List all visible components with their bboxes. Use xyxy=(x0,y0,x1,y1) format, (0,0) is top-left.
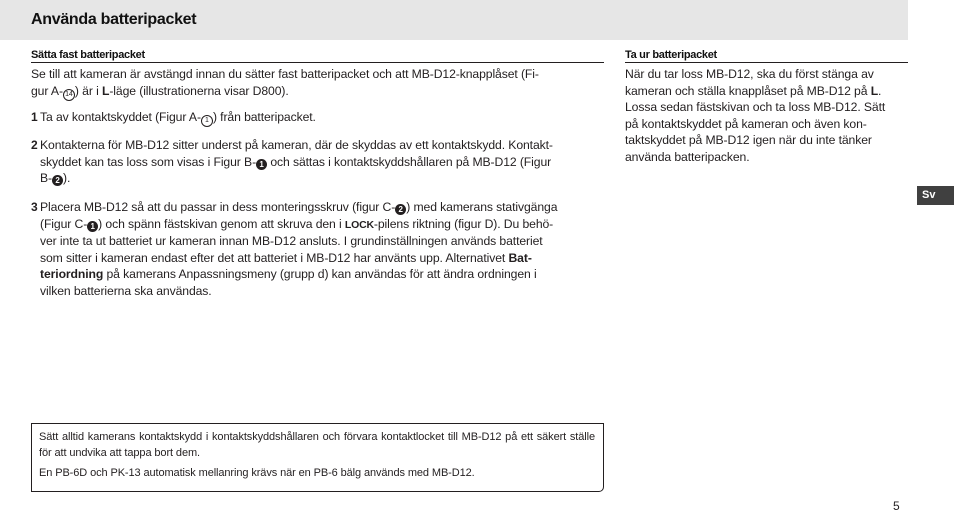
remove-paragraph: När du tar loss MB-D12, ska du först stänga av kameran och ställa knapplåset på MB-D12 på L. Lossa sedan fästskivan och ta loss MB-D12. Sätt på kontaktskyddet på kameran och även kon- taktskyddet på MB-D12 igen när du inte tänker använda batteripacken. xyxy=(625,67,886,164)
filled-number-icon: 1 xyxy=(87,221,98,232)
intro-line: gur A- 14 ) är i L-läge (illustrationerna visar D800). xyxy=(31,83,604,101)
intro-paragraph xyxy=(31,66,604,101)
intro-line: Se till att kameran är avstängd innan du sätter fast batteripacket och att MB-D12-knapplåset (Fi- xyxy=(31,67,539,81)
filled-number-icon: 1 xyxy=(256,159,267,170)
note-paragraph: Sätt alltid kamerans kontaktskydd i kontaktskyddshållaren och förvara kontaktlocket till MB-D12 på ett säkert ställe för att undvika att tappa bort dem. xyxy=(39,431,595,459)
section-title-attach: Sätta fast batteripacket xyxy=(31,49,604,63)
section-title-remove: Ta ur batteripacket xyxy=(625,49,908,63)
step-number: 3 xyxy=(31,200,38,214)
step-1: 1 Ta av kontaktskyddet (Figur A- 1 ) från batteripacket. xyxy=(31,109,604,127)
step-number: 2 xyxy=(31,138,38,152)
step-number: 1 xyxy=(31,110,38,124)
language-tab: Sv xyxy=(917,186,954,205)
page-number: 5 xyxy=(893,499,900,513)
circled-number-icon: 14 xyxy=(63,89,75,101)
lock-label: LOCK xyxy=(344,218,374,231)
filled-number-icon: 2 xyxy=(52,175,63,186)
page-title: Använda batteripacket xyxy=(31,11,197,28)
note-box xyxy=(31,423,604,492)
step-2: 2 Kontakterna för MB-D12 sitter underst på kameran, där de skyddas av ett kontaktskydd. Kontakt- skyddet kan tas loss som visas i Figur B- 1 och sättas i kontaktskyddshållaren på MB-D12 (Figur B- 2 ). xyxy=(31,138,553,186)
filled-number-icon: 2 xyxy=(395,204,406,215)
note-paragraph: En PB-6D och PK-13 automatisk mellanring krävs när en PB-6 bälg används med MB-D12. xyxy=(39,467,475,479)
circled-number-icon: 1 xyxy=(201,115,213,127)
step-3: 3 Placera MB-D12 så att du passar in dess monteringsskruv (figur C- 2 ) med kamerans stativgänga (Figur C- 1 ) och spänn fästskivan genom att skruva den i LOCK-pilens riktning (figur D). Du behö- ver inte ta ut batteriet ur kameran innan MB-D12 ansluts. I grundinställningen används batteriet som sitter i kameran endast efter det att batteriet i MB-D12 har använts upp. Alternativet Bat- teriordning på kamerans Anpassningsmeny (grupp d) kan användas för att ändra ordningen i vilken batterierna ska användas. xyxy=(31,200,558,298)
